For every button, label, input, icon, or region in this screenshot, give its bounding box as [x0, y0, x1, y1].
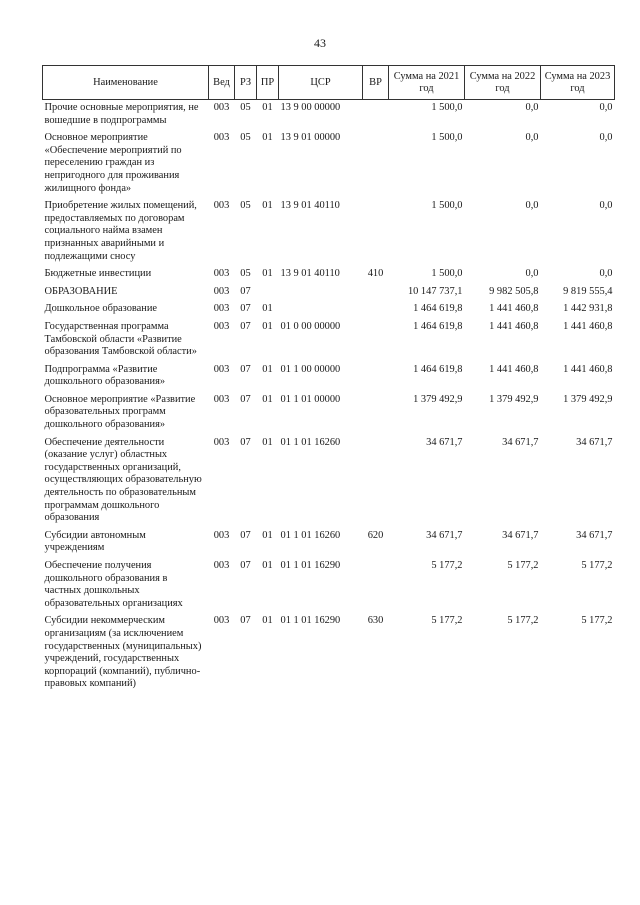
- row-sum-2023: 1 441 460,8: [563, 320, 613, 332]
- row-ved: 003: [213, 363, 230, 375]
- row-csr: 01 1 01 16260: [280, 529, 341, 541]
- row-name: ОБРАЗОВАНИЕ: [44, 285, 118, 297]
- row-vr: 410: [367, 268, 384, 280]
- row-ved: 003: [213, 529, 230, 541]
- row-csr: 01 1 00 00000: [280, 363, 341, 375]
- row-sum-2021: 1 500,0: [431, 102, 463, 113]
- table-row: [43, 198, 615, 266]
- row-sum-2022: 1 441 460,8: [489, 320, 539, 332]
- row-csr: 01 1 01 16290: [280, 615, 341, 627]
- table-row: [43, 301, 615, 319]
- table-row: [43, 362, 615, 392]
- row-vr: [363, 198, 389, 266]
- row-ved: 003: [213, 102, 230, 113]
- row-name: Бюджетные инвестиции: [44, 268, 152, 280]
- table-header-row: [43, 66, 615, 100]
- header-vr: ВР: [363, 66, 389, 100]
- row-name: Обеспечение деятельности (оказание услуг) областных государственных организаций, осуществляющих образовательную деятельность по образовательным программам дошкольного образования: [44, 436, 202, 524]
- row-sum-2023: 5 177,2: [581, 615, 613, 627]
- row-sum-2022: 0,0: [525, 268, 539, 280]
- row-name: Государственная программа Тамбовской области «Развитие образования Тамбовской области»: [44, 320, 197, 358]
- row-pr: 01: [262, 560, 273, 571]
- row-sum-2023: 0,0: [599, 200, 613, 212]
- row-rz: 07: [240, 320, 251, 332]
- row-rz: 07: [240, 303, 251, 315]
- header-sum-2022: Сумма на 2022 год: [465, 66, 541, 100]
- row-sum-2023: 5 177,2: [581, 560, 613, 571]
- row-sum-2022: 5 177,2: [507, 560, 539, 571]
- row-csr: [279, 284, 363, 302]
- row-name: Подпрограмма «Развитие дошкольного образования»: [44, 363, 166, 388]
- row-name: Основное мероприятие «Обеспечение мероприятий по переселению граждан из непригодного для проживания жилищного фонда»: [44, 132, 182, 194]
- row-csr: 13 9 00 00000: [280, 102, 341, 113]
- row-csr: 13 9 01 40110: [280, 200, 340, 212]
- row-vr: [363, 392, 389, 435]
- table-row: [43, 558, 615, 613]
- header-rz: РЗ: [235, 66, 257, 100]
- row-sum-2021: 34 671,7: [426, 529, 463, 541]
- row-ved: 003: [213, 200, 230, 212]
- row-name: Основное мероприятие «Развитие образовательных программ дошкольного образования»: [44, 393, 196, 431]
- row-pr: 01: [262, 363, 273, 375]
- row-rz: 05: [240, 102, 251, 113]
- row-csr: 01 1 01 16290: [280, 560, 341, 571]
- row-rz: 05: [240, 200, 251, 212]
- table-body: [43, 100, 615, 694]
- row-sum-2022: 5 177,2: [507, 615, 539, 627]
- row-name: Приобретение жилых помещений, предоставляемых по договорам социального найма взамен признанных аварийными и подлежащими сносу: [44, 200, 197, 262]
- row-pr: 01: [262, 200, 273, 212]
- row-sum-2023: 34 671,7: [576, 529, 613, 541]
- row-sum-2023: 34 671,7: [576, 436, 613, 448]
- row-sum-2021: 1 379 492,9: [413, 393, 463, 405]
- row-pr: [257, 284, 279, 302]
- row-sum-2023: 0,0: [599, 268, 613, 280]
- row-rz: 07: [240, 393, 251, 405]
- row-sum-2022: 1 379 492,9: [489, 393, 539, 405]
- row-csr: 01 1 01 16260: [280, 436, 341, 448]
- header-sum-2023: Сумма на 2023 год: [541, 66, 615, 100]
- header-csr: ЦСР: [279, 66, 363, 100]
- row-ved: 003: [213, 303, 230, 315]
- row-sum-2021: 1 500,0: [431, 200, 463, 212]
- table-row: [43, 528, 615, 558]
- row-sum-2023: 0,0: [599, 102, 613, 113]
- table-row: [43, 319, 615, 362]
- row-pr: 01: [262, 615, 273, 627]
- row-sum-2021: 1 500,0: [431, 132, 463, 144]
- table-row: [43, 435, 615, 528]
- row-csr: 13 9 01 00000: [280, 132, 341, 144]
- row-vr: [363, 319, 389, 362]
- row-rz: 07: [240, 436, 251, 448]
- row-sum-2023: 1 441 460,8: [563, 363, 613, 375]
- row-sum-2022: 0,0: [525, 132, 539, 144]
- row-csr: 01 1 01 00000: [280, 393, 341, 405]
- row-ved: 003: [213, 436, 230, 448]
- row-pr: 01: [262, 393, 273, 405]
- row-sum-2021: 1 464 619,8: [413, 303, 463, 315]
- row-name: Субсидии некоммерческим организациям (за исключением государственных (муниципальных) учреждений, государственных корпораций (компаний), публично-правовых компаний): [44, 615, 202, 690]
- row-pr: 01: [262, 303, 273, 315]
- row-vr: [363, 130, 389, 198]
- row-ved: 003: [213, 615, 230, 627]
- row-pr: 01: [262, 436, 273, 448]
- header-ved: Вед: [209, 66, 235, 100]
- row-sum-2021: 1 464 619,8: [413, 320, 463, 332]
- row-rz: 05: [240, 268, 251, 280]
- row-ved: 003: [213, 393, 230, 405]
- row-sum-2022: 1 441 460,8: [489, 303, 539, 315]
- row-rz: 07: [240, 615, 251, 627]
- row-vr: 630: [367, 615, 384, 627]
- header-name: Наименование: [43, 66, 209, 100]
- row-pr: 01: [262, 320, 273, 332]
- row-rz: 07: [240, 285, 251, 297]
- row-ved: 003: [213, 285, 230, 297]
- row-sum-2023: 1 442 931,8: [563, 303, 613, 315]
- table-row: [43, 100, 615, 131]
- row-sum-2021: 5 177,2: [431, 560, 463, 571]
- row-pr: 01: [262, 529, 273, 541]
- page-number: 43: [314, 36, 326, 50]
- row-ved: 003: [213, 560, 230, 571]
- row-ved: 003: [213, 132, 230, 144]
- row-sum-2021: 1 464 619,8: [413, 363, 463, 375]
- row-csr: 13 9 01 40110: [280, 268, 340, 280]
- row-sum-2021: 34 671,7: [426, 436, 463, 448]
- table-row: [43, 284, 615, 302]
- row-vr: [363, 284, 389, 302]
- row-sum-2022: 34 671,7: [502, 529, 539, 541]
- row-sum-2022: 0,0: [525, 200, 539, 212]
- row-sum-2023: 1 379 492,9: [563, 393, 613, 405]
- row-sum-2022: 0,0: [525, 102, 539, 113]
- row-rz: 07: [240, 560, 251, 571]
- row-csr: [279, 301, 363, 319]
- row-rz: 07: [240, 363, 251, 375]
- row-vr: [363, 100, 389, 131]
- row-sum-2022: 9 982 505,8: [489, 285, 539, 297]
- table-row: [43, 266, 615, 284]
- row-sum-2022: 34 671,7: [502, 436, 539, 448]
- row-sum-2023: 9 819 555,4: [563, 285, 613, 297]
- row-pr: 01: [262, 268, 273, 280]
- row-ved: 003: [213, 320, 230, 332]
- row-sum-2022: 1 441 460,8: [489, 363, 539, 375]
- row-vr: [363, 362, 389, 392]
- row-name: Прочие основные мероприятия, не вошедшие в подпрограммы: [44, 102, 199, 126]
- row-sum-2021: 10 147 737,1: [407, 285, 463, 297]
- row-vr: 620: [367, 529, 384, 541]
- header-pr: ПР: [257, 66, 279, 100]
- row-vr: [363, 301, 389, 319]
- row-vr: [363, 435, 389, 528]
- row-pr: 01: [262, 132, 273, 144]
- row-rz: 05: [240, 132, 251, 144]
- row-sum-2021: 5 177,2: [431, 615, 463, 627]
- header-sum-2021: Сумма на 2021 год: [389, 66, 465, 100]
- row-sum-2021: 1 500,0: [431, 268, 463, 280]
- table-row: [43, 392, 615, 435]
- row-pr: 01: [262, 102, 273, 113]
- row-vr: [363, 558, 389, 613]
- row-name: Субсидии автономным учреждениям: [44, 529, 146, 554]
- table-row: [43, 130, 615, 198]
- row-name: Обеспечение получения дошкольного образования в частных дошкольных образовательных организациях: [44, 560, 183, 609]
- row-ved: 003: [213, 268, 230, 280]
- table-row: [43, 613, 615, 694]
- row-sum-2023: 0,0: [599, 132, 613, 144]
- row-rz: 07: [240, 529, 251, 541]
- row-name: Дошкольное образование: [44, 303, 158, 315]
- budget-table: [42, 65, 615, 694]
- row-csr: 01 0 00 00000: [280, 320, 341, 332]
